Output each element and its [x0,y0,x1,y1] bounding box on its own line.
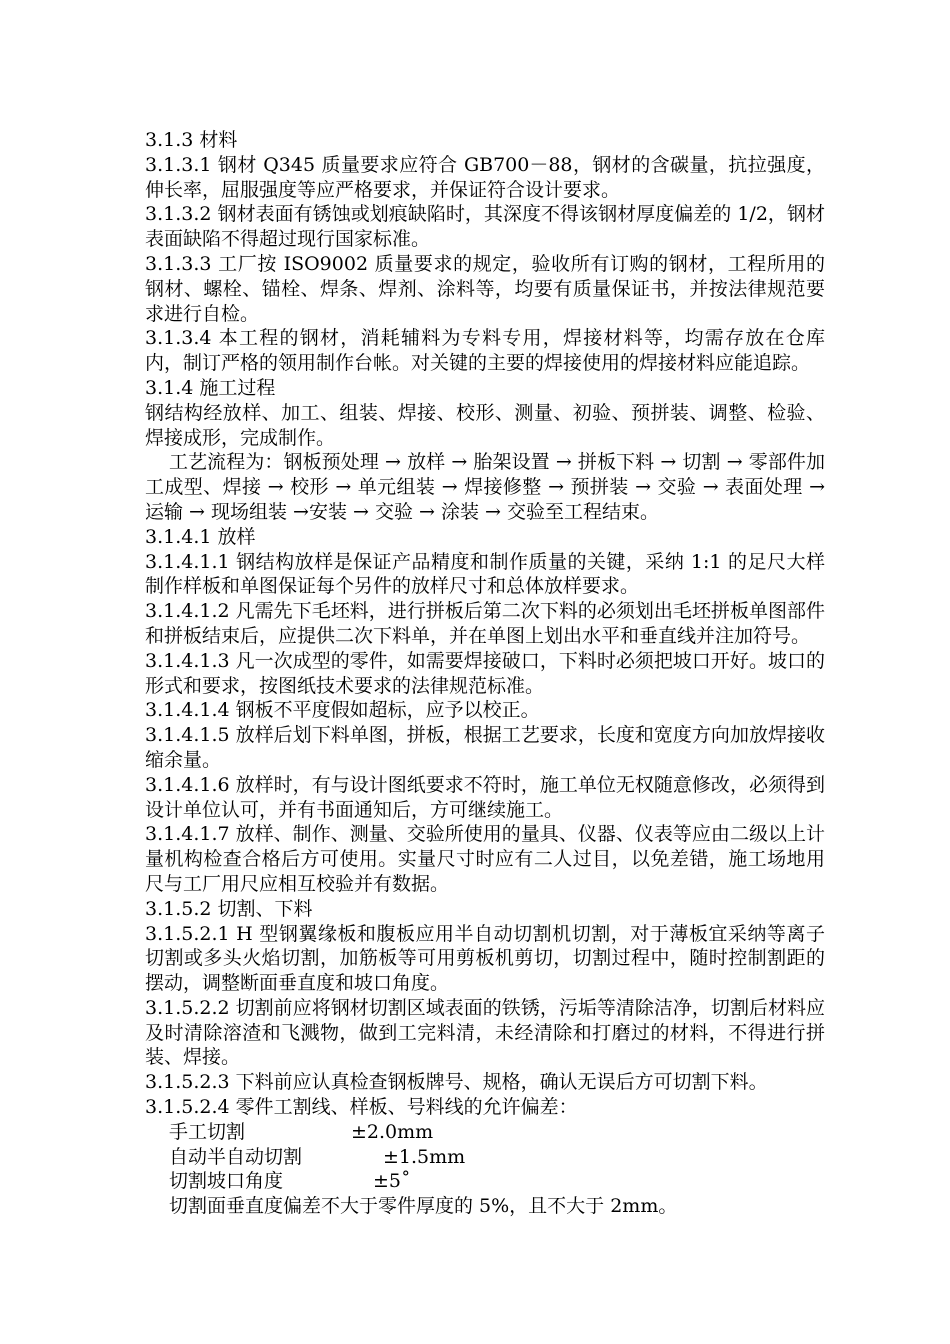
paragraph-3-1-4-1-2: 3.1.4.1.2 凡需先下毛坯料，进行拼板后第二次下料的必须划出毛坯拼板单图部件和拼板结束后，应提供二次下料单，并在单图上划出水平和垂直线并注加符号。 [145,600,825,647]
paragraph-process-flow: 工艺流程为：钢板预处理 → 放样 → 胎架设置 → 拼板下料 → 切割 → 零部件加工成型、焊接 → 校形 → 单元组装 → 焊接修整 → 预拼装 → 交验 → 表面处理 → 运输 → 现场组装 →安装 → 交验 → 涂装 → 交验至工程结束。 [145,451,825,523]
paragraph-3-1-3-1: 3.1.3.1 钢材 Q345 质量要求应符合 GB700－88，钢材的含碳量，抗拉强度，伸长率，屈服强度等应严格要求，并保证符合设计要求。 [145,153,825,201]
paragraph-3-1-4-1-7: 3.1.4.1.7 放样、制作、测量、交验所使用的量具、仪器、仪表等应由二级以上计量机构检查合格后方可使用。实量尺寸时应有二人过目，以免差错，施工场地用尺与工厂用尺应相互校验并有数据。 [145,823,825,895]
paragraph-3-1-4-1-3: 3.1.4.1.3 凡一次成型的零件，如需要焊接破口，下料时必须把坡口开好。坡口的形式和要求，按图纸技术要求的法律规范标准。 [145,649,825,697]
section-heading-construction-process: 3.1.4 施工过程 [145,376,276,399]
tolerance-final-note: 切割面垂直度偏差不大于零件厚度的 5%，且不大于 2mm。 [169,1195,678,1218]
tolerance-value: ±5˚ [373,1170,411,1193]
section-heading-layout: 3.1.4.1 放样 [145,525,256,548]
paragraph-3-1-3-2: 3.1.3.2 钢材表面有锈蚀或划痕缺陷时，其深度不得该钢材厚度偏差的 1/2，钢材表面缺陷不得超过现行国家标准。 [145,203,825,251]
tolerance-label: 自动半自动切割 [169,1145,303,1168]
tolerance-value: ±1.5mm [383,1145,466,1168]
paragraph-3-1-5-2-2: 3.1.5.2.2 切割前应将钢材切割区域表面的铁锈，污垢等清除洁净，切割后材料应及时清除溶渣和飞溅物，做到工完料清，未经清除和打磨过的材料，不得进行拼装、焊接。 [145,996,825,1069]
tolerance-label: 切割坡口角度 [169,1170,284,1193]
section-heading-cutting: 3.1.5.2 切割、下料 [145,897,313,920]
tolerance-row-bevel-angle [145,1169,825,1194]
tolerance-label: 手工切割 [169,1120,246,1143]
paragraph-3-1-3-4: 3.1.3.4 本工程的钢材，消耗辅料为专料专用，焊接材料等，均需存放在仓库内，制订严格的领用制作台帐。对关键的主要的焊接使用的焊接材料应能追踪。 [145,327,825,375]
paragraph-3-1-3-3: 3.1.3.3 工厂按 ISO9002 质量要求的规定，验收所有订购的钢材，工程所用的钢材、螺栓、锚栓、焊条、焊剂、涂料等，均要有质量保证书，并按法律规范要求进行自检。 [145,252,825,325]
paragraph-3-1-4-1-4: 3.1.4.1.4 钢板不平度假如超标，应予以校正。 [145,699,540,722]
paragraph-3-1-4-1-5: 3.1.4.1.5 放样后划下料单图，拼板，根据工艺要求，长度和宽度方向加放焊接收缩余量。 [145,724,825,771]
tolerance-value: ±2.0mm [351,1120,434,1143]
paragraph-3-1-4-1-6: 3.1.4.1.6 放样时，有与设计图纸要求不符时，施工单位无权随意修改，必须得到设计单位认可，并有书面通知后，方可继续施工。 [145,773,825,821]
tolerance-row-manual-cutting [145,1120,825,1145]
paragraph-3-1-5-2-1: 3.1.5.2.1 H 型钢翼缘板和腹板应用半自动切割机切割，对于薄板宜采纳等离子切割或多头火焰切割，加筋板等可用剪板机剪切，切割过程中，随时控制割距的摆动，调整断面垂直度和坡口角度。 [145,922,825,995]
tolerance-row-auto-cutting [145,1145,825,1170]
paragraph-process-summary: 钢结构经放样、加工、组装、焊接、校形、测量、初验、预拼装、调整、检验、焊接成形，完成制作。 [145,401,825,449]
document-body [145,128,825,1219]
section-heading-materials: 3.1.3 材料 [145,129,238,151]
paragraph-3-1-5-2-4: 3.1.5.2.4 零件工割线、样板、号料线的允许偏差： [145,1096,578,1119]
paragraph-3-1-5-2-3: 3.1.5.2.3 下料前应认真检查钢板牌号、规格，确认无误后方可切割下料。 [145,1071,768,1094]
paragraph-3-1-4-1-1: 3.1.4.1.1 钢结构放样是保证产品精度和制作质量的关键，采纳 1:1 的足尺大样制作样板和单图保证每个另件的放样尺寸和总体放样要求。 [145,550,825,598]
